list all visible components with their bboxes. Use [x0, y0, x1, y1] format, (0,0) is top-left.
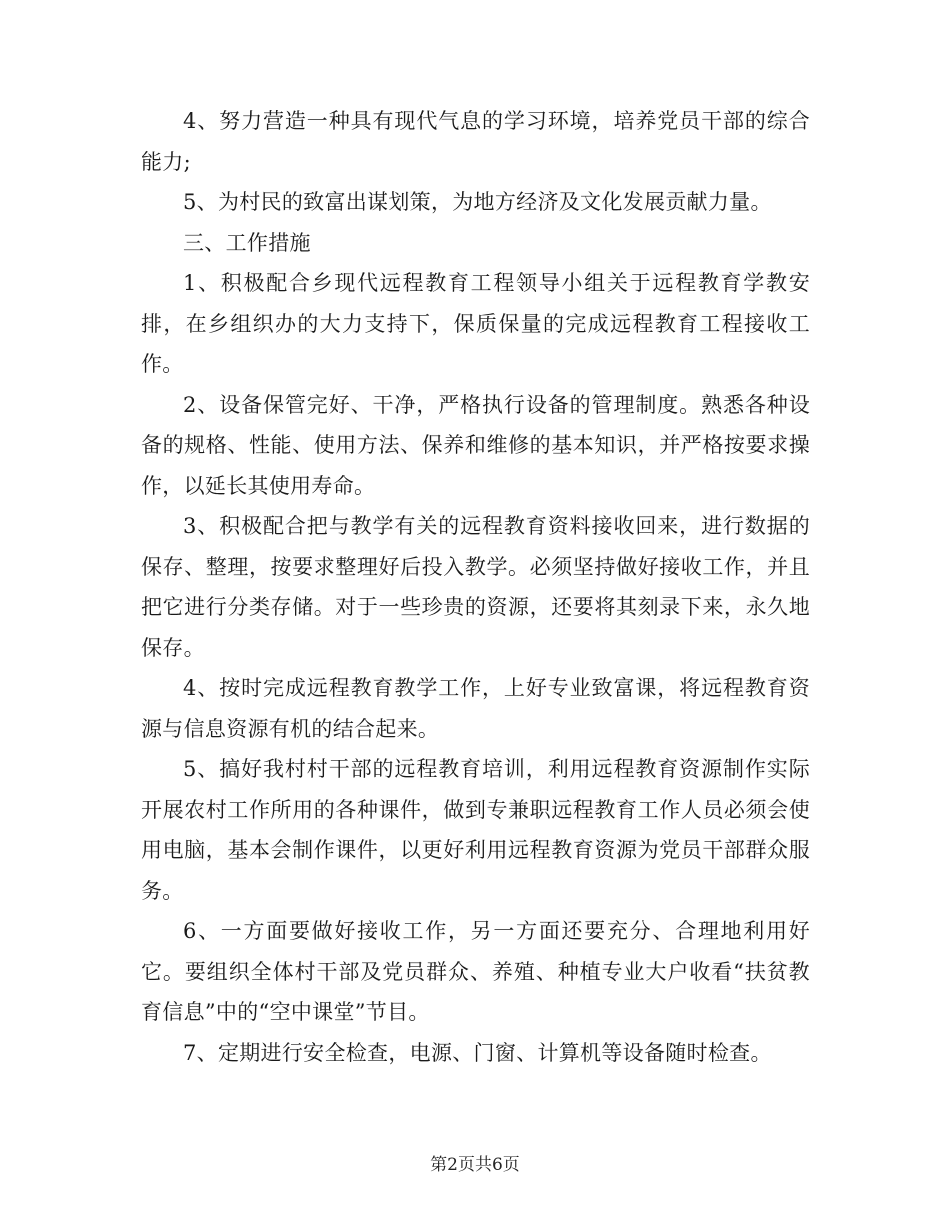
paragraph-measure-7: 7、定期进行安全检查，电源、门窗、计算机等设备随时检查。 [183, 1040, 772, 1065]
paragraph-measure-3: 3、积极配合把与教学有关的远程教育资料接收回来，进行数据的保存、整理，按要求整理好后投入教学。必须坚持做好接收工作，并且把它进行分类存储。对于一些珍贵的资源，还要将其刻录下来，永久地保存。 [141, 514, 810, 660]
paragraph-item-5-goal: 5、为村民的致富出谋划策，为地方经济及文化发展贡献力量。 [183, 190, 772, 214]
document-body [141, 101, 810, 1073]
section-heading-work-measures: 三、工作措施 [183, 230, 311, 255]
paragraph-measure-4: 4、按时完成远程教育教学工作，上好专业致富课，将远程教育资源与信息资源有机的结合起来。 [141, 676, 810, 741]
paragraph-measure-6: 6、一方面要做好接收工作，另一方面还要充分、合理地利用好它。要组织全体村干部及党员群众、养殖、种植专业大户收看“扶贫教育信息”中的“空中课堂”节目。 [141, 919, 810, 1024]
paragraph-measure-5: 5、搞好我村村干部的远程教育培训，利用远程教育资源制作实际开展农村工作所用的各种课件，做到专兼职远程教育工作人员必须会使用电脑，基本会制作课件，以更好利用远程教育资源为党员干部群众服务。 [141, 757, 810, 903]
page-number-footer: 第2页共6页 [430, 1155, 520, 1175]
paragraph-measure-1: 1、积极配合乡现代远程教育工程领导小组关于远程教育学教安排，在乡组织办的大力支持下，保质保量的完成远程教育工程接收工作。 [141, 271, 810, 376]
paragraph-item-4-goal: 4、努力营造一种具有现代气息的学习环境，培养党员干部的综合能力; [141, 109, 810, 174]
paragraph-measure-2: 2、设备保管完好、干净，严格执行设备的管理制度。熟悉各种设备的规格、性能、使用方法、保养和维修的基本知识，并严格按要求操作，以延长其使用寿命。 [141, 392, 810, 498]
